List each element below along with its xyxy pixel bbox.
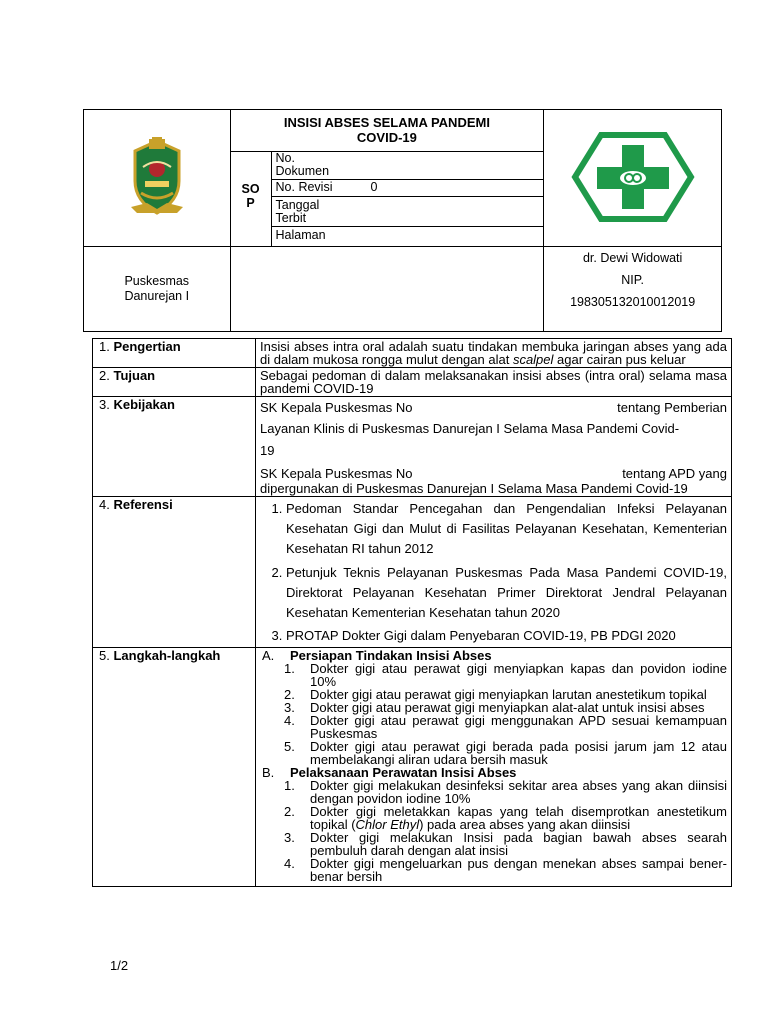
section-a-steps: [260, 662, 727, 766]
sop-label: SO P: [231, 152, 272, 246]
doc-meta: [272, 152, 544, 246]
org-name-line2: Danurejan I: [124, 289, 190, 303]
section-b-steps: [260, 779, 727, 883]
row-kebijakan: 3. Kebijakan SK Kepala Puskesmas No tentang Pemberian Layanan Klinis di Puskesmas Danurejan I Selama Masa Pandemi Covid- 19 SK Kepala Puskesmas No tentang APD yang dipergunakan di Puskesmas Danurejan I Selama Masa Pandemi Covid-19: [93, 397, 732, 497]
title-cell: [230, 110, 544, 247]
signer-cell: [544, 247, 722, 332]
step-item: 4. Dokter gigi mengeluarkan pus dengan menekan abses sampai bener-benar bersih: [284, 856, 727, 884]
referensi-item: 3. PROTAP Dokter Gigi dalam Penyebaran COVID-19, PB PDGI 2020: [286, 626, 727, 646]
step-item: 2. Dokter gigi atau perawat gigi menyiapkan larutan anestetikum topikal: [284, 687, 707, 702]
puskesmas-logo-icon: [571, 131, 695, 223]
page-number: 1/2: [110, 958, 129, 973]
row-langkah: 5. Langkah-langkah A. Persiapan Tindakan Insisi Abses 1. Dokter gigi atau perawat gigi menyiapkan kapas dan povidon iodine 10% 2. Dokter gigi atau perawat gigi menyiapkan larutan anestetikum topikal 3. Dokter gigi atau perawat gigi menyiapkan alat-alat untuk insisi abses 4. Dokter gigi atau perawat gigi menggunakan APD sesuai kemampuan Puskesmas 5. Dokter gigi atau perawat gigi berada pada posisi jarum jam 12 atau membelakangi aliran udara bersih masuk B. Pelaksanaan Perawatan Insisi Abses 1. Dokter gigi melakukan desinfeksi sekitar area abses yang akan diinsisi dengan povidon iodine 10% 2. Dokter gigi meletakkan kapas yang telah disemprotkan anestetikum topikal (Chlor Ethyl) pada area abses yang akan diinsisi 3. Dokter gigi melakukan Insisi pada bagian bawah abses searah pembuluh darah dengan alat insisi 4. Dokter gigi mengeluarkan pus dengan menekan abses sampai bener-benar bersih: [93, 648, 732, 887]
label-langkah: Langkah-langkah: [113, 648, 221, 663]
label-referensi: Referensi: [113, 497, 173, 512]
puskesmas-logo-cell: [544, 110, 722, 247]
signer-nip: 198305132010012019: [570, 295, 696, 309]
referensi-item: 1. Pedoman Standar Pencegahan dan Pengendalian Infeksi Pelayanan Kesehatan Gigi dan Mulut di Fasilitas Pelayanan Kesehatan, Kementerian Kesehatan RI tahun 2012: [286, 499, 727, 559]
step-item: 3. Dokter gigi atau perawat gigi menyiapkan alat-alat untuk insisi abses: [284, 700, 705, 715]
label-kebijakan: Kebijakan: [113, 397, 175, 412]
text-pengertian: Insisi abses intra oral adalah suatu tindakan membuka jaringan abses yang ada di dalam mukosa rongga mulut dengan alat scalpel agar cairan pus keluar: [256, 339, 732, 368]
tanggal-terbit-field: Tanggal Terbit: [272, 197, 544, 227]
label-tujuan: Tujuan: [113, 368, 156, 383]
label-pengertian: Pengertian: [113, 339, 181, 354]
doc-title-line2: COVID-19: [356, 130, 417, 145]
org-name-line1: Puskesmas: [124, 274, 190, 288]
step-item: 2. Dokter gigi meletakkan kapas yang telah disemprotkan anestetikum topikal (Chlor Ethyl) pada area abses yang akan diinsisi: [284, 804, 727, 832]
header-table: [83, 109, 722, 332]
sop-content-table: [92, 338, 732, 887]
step-item: 5. Dokter gigi atau perawat gigi berada pada posisi jarum jam 12 atau membelakangi aliran udara bersih masuk: [284, 739, 727, 767]
list-referensi: [256, 497, 732, 648]
section-a-heading: A. Persiapan Tindakan Insisi Abses: [262, 648, 492, 663]
row-referensi: 4. Referensi 1. Pedoman Standar Pencegahan dan Pengendalian Infeksi Pelayanan Kesehatan Gigi dan Mulut di Fasilitas Pelayanan Kesehatan, Kementerian Kesehatan RI tahun 2012 2. Petunjuk Teknis Pelayanan Puskesmas Pada Masa Pandemi COVID-19, Direktorat Pelayanan Kesehatan Primer Direktorat Jendral Pelayanan Kesehatan Kementerian Kesehatan tahun 2020 3. PROTAP Dokter Gigi dalam Penyebaran COVID-19, PB PDGI 2020: [93, 497, 732, 648]
signer-nip-label: NIP.: [621, 273, 644, 287]
no-revisi-field: No. Revisi 0: [272, 180, 544, 197]
step-item: 1. Dokter gigi atau perawat gigi menyiapkan kapas dan povidon iodine 10%: [284, 661, 727, 689]
halaman-field: Halaman: [275, 228, 326, 242]
step-item: 1. Dokter gigi melakukan desinfeksi sekitar area abses yang akan diinsisi dengan povidon iodine 10%: [284, 778, 727, 806]
no-dokumen-field: No. Dokumen: [272, 152, 544, 180]
step-item: 4. Dokter gigi atau perawat gigi menggunakan APD sesuai kemampuan Puskesmas: [284, 713, 727, 741]
row-pengertian: 1. Pengertian Insisi abses intra oral adalah suatu tindakan membuka jaringan abses yang ada di dalam mukosa rongga mulut dengan alat scalpel agar cairan pus keluar: [93, 339, 732, 368]
step-item: 3. Dokter gigi melakukan Insisi pada bagian bawah abses searah pembuluh darah dengan alat insisi: [284, 830, 727, 858]
text-kebijakan: SK Kepala Puskesmas No tentang Pemberian Layanan Klinis di Puskesmas Danurejan I Selama Masa Pandemi Covid- 19 SK Kepala Puskesmas No tentang APD yang dipergunakan di Puskesmas Danurejan I Selama Masa Pandemi Covid-19: [256, 397, 732, 497]
section-b-heading: B. Pelaksanaan Perawatan Insisi Abses: [262, 765, 517, 780]
doc-title-line1: INSISI ABSES SELAMA PANDEMI: [283, 115, 490, 130]
regional-emblem-icon: [127, 137, 187, 217]
text-tujuan: Sebagai pedoman di dalam melaksanakan insisi abses (intra oral) selama masa pandemi COVID-19: [256, 368, 732, 397]
referensi-item: 2. Petunjuk Teknis Pelayanan Puskesmas Pada Masa Pandemi COVID-19, Direktorat Pelayanan Kesehatan Primer Direktorat Jendral Pelayanan Kesehatan Kementerian Kesehatan tahun 2020: [286, 563, 727, 623]
list-langkah: [256, 648, 732, 887]
signer-name: dr. Dewi Widowati: [582, 251, 683, 265]
blank-cell: [230, 247, 544, 332]
org-cell: [84, 247, 231, 332]
emblem-cell: [84, 110, 231, 247]
row-tujuan: 2. Tujuan Sebagai pedoman di dalam melaksanakan insisi abses (intra oral) selama masa pandemi COVID-19: [93, 368, 732, 397]
